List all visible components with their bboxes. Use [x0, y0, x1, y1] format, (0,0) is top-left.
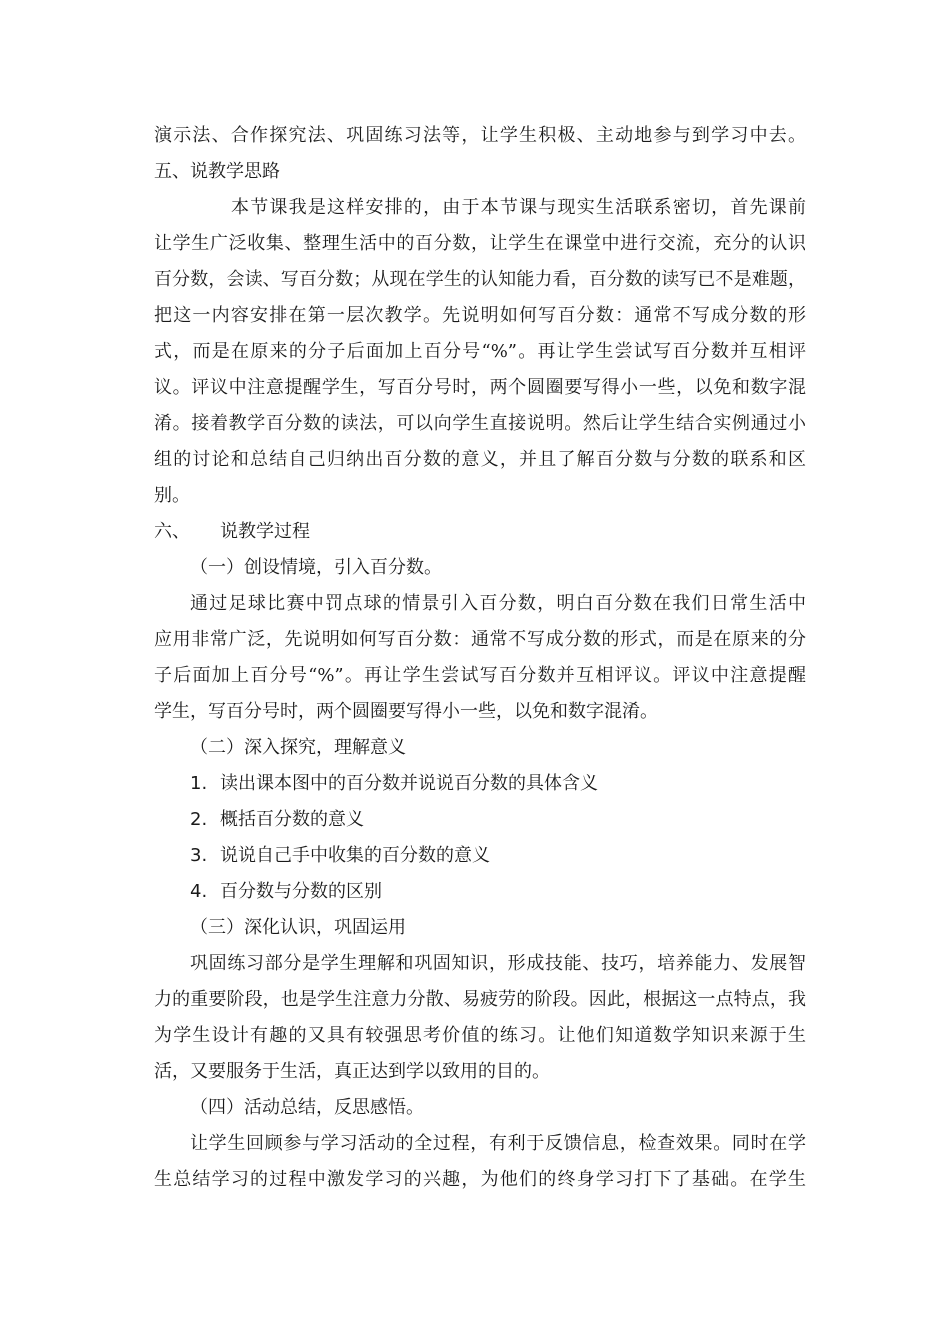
text-line: 演示法、合作探究法、巩固练习法等，让学生积极、主动地参与到学习中去。	[154, 125, 806, 146]
list-item	[154, 874, 806, 910]
list-item	[154, 766, 806, 802]
list-number: 1.	[190, 773, 208, 794]
text-line: 巩固练习部分是学生理解和巩固知识，形成技能、技巧，培养能力、发展智	[190, 953, 806, 974]
list-number: 4.	[190, 881, 208, 902]
text-line: 活，又要服务于生活，真正达到学以致用的目的。	[154, 1061, 550, 1082]
text-line: 学生，写百分号时，两个圆圈要写得小一些，以免和数字混淆。	[154, 701, 658, 722]
text-line: 组的讨论和总结自己归纳出百分数的意义，并且了解百分数与分数的联系和区	[154, 449, 806, 470]
list-text: 说说自己手中收集的百分数的意义	[220, 845, 490, 866]
list-number: 3.	[190, 845, 208, 866]
paragraph-summary	[154, 1126, 806, 1198]
text-line: 子后面加上百分号“%”。再让学生尝试写百分数并互相评议。评议中注意提醒	[154, 665, 806, 686]
subsection-heading: （四）活动总结，反思感悟。	[190, 1097, 424, 1118]
text-line: 议。评议中注意提醒学生，写百分号时，两个圆圈要写得小一些，以免和数字混	[154, 377, 806, 398]
text-line: 通过足球比赛中罚点球的情景引入百分数，明白百分数在我们日常生活中	[190, 593, 806, 614]
list-text: 读出课本图中的百分数并说说百分数的具体含义	[220, 773, 598, 794]
section-title: 说教学过程	[220, 521, 310, 542]
list-text: 百分数与分数的区别	[220, 881, 382, 902]
paragraph-practice	[154, 946, 806, 1090]
section-number: 六、	[154, 521, 190, 542]
numbered-list	[154, 766, 806, 910]
text-line: 为学生设计有趣的又具有较强思考价值的练习。让他们知道数学知识来源于生	[154, 1025, 806, 1046]
paragraph-teaching-idea	[154, 190, 806, 514]
list-item	[154, 838, 806, 874]
list-number: 2.	[190, 809, 208, 830]
text-line: 生总结学习的过程中激发学习的兴趣，为他们的终身学习打下了基础。在学生	[154, 1169, 806, 1190]
list-text: 概括百分数的意义	[220, 809, 364, 830]
subsection-heading: （二）深入探究，理解意义	[190, 737, 406, 758]
text-line: 淆。接着教学百分数的读法，可以向学生直接说明。然后让学生结合实例通过小	[154, 413, 806, 434]
subsection-heading: （三）深化认识，巩固运用	[190, 917, 406, 938]
text-line: 本节课我是这样安排的，由于本节课与现实生活联系密切，首先课前	[231, 197, 806, 218]
text-line: 把这一内容安排在第一层次教学。先说明如何写百分数：通常不写成分数的形	[154, 305, 806, 326]
text-line: 让学生回顾参与学习活动的全过程，有利于反馈信息，检查效果。同时在学	[190, 1133, 806, 1154]
section-heading-6	[154, 514, 806, 550]
list-item	[154, 802, 806, 838]
text-line: 别。	[154, 485, 190, 506]
subsection-heading: （一）创设情境，引入百分数。	[190, 557, 442, 578]
section-heading-5: 五、说教学思路	[154, 161, 280, 182]
text-line: 百分数，会读、写百分数；从现在学生的认知能力看，百分数的读写已不是难题，	[154, 269, 806, 290]
text-line: 力的重要阶段，也是学生注意力分散、易疲劳的阶段。因此，根据这一点特点，我	[154, 989, 806, 1010]
text-line: 应用非常广泛，先说明如何写百分数：通常不写成分数的形式，而是在原来的分	[154, 629, 806, 650]
document-body	[154, 118, 806, 1198]
paragraph-intro	[154, 586, 806, 730]
text-line: 式，而是在原来的分子后面加上百分号“%”。再让学生尝试写百分数并互相评	[154, 341, 806, 362]
text-line: 让学生广泛收集、整理生活中的百分数，让学生在课堂中进行交流，充分的认识	[154, 233, 806, 254]
